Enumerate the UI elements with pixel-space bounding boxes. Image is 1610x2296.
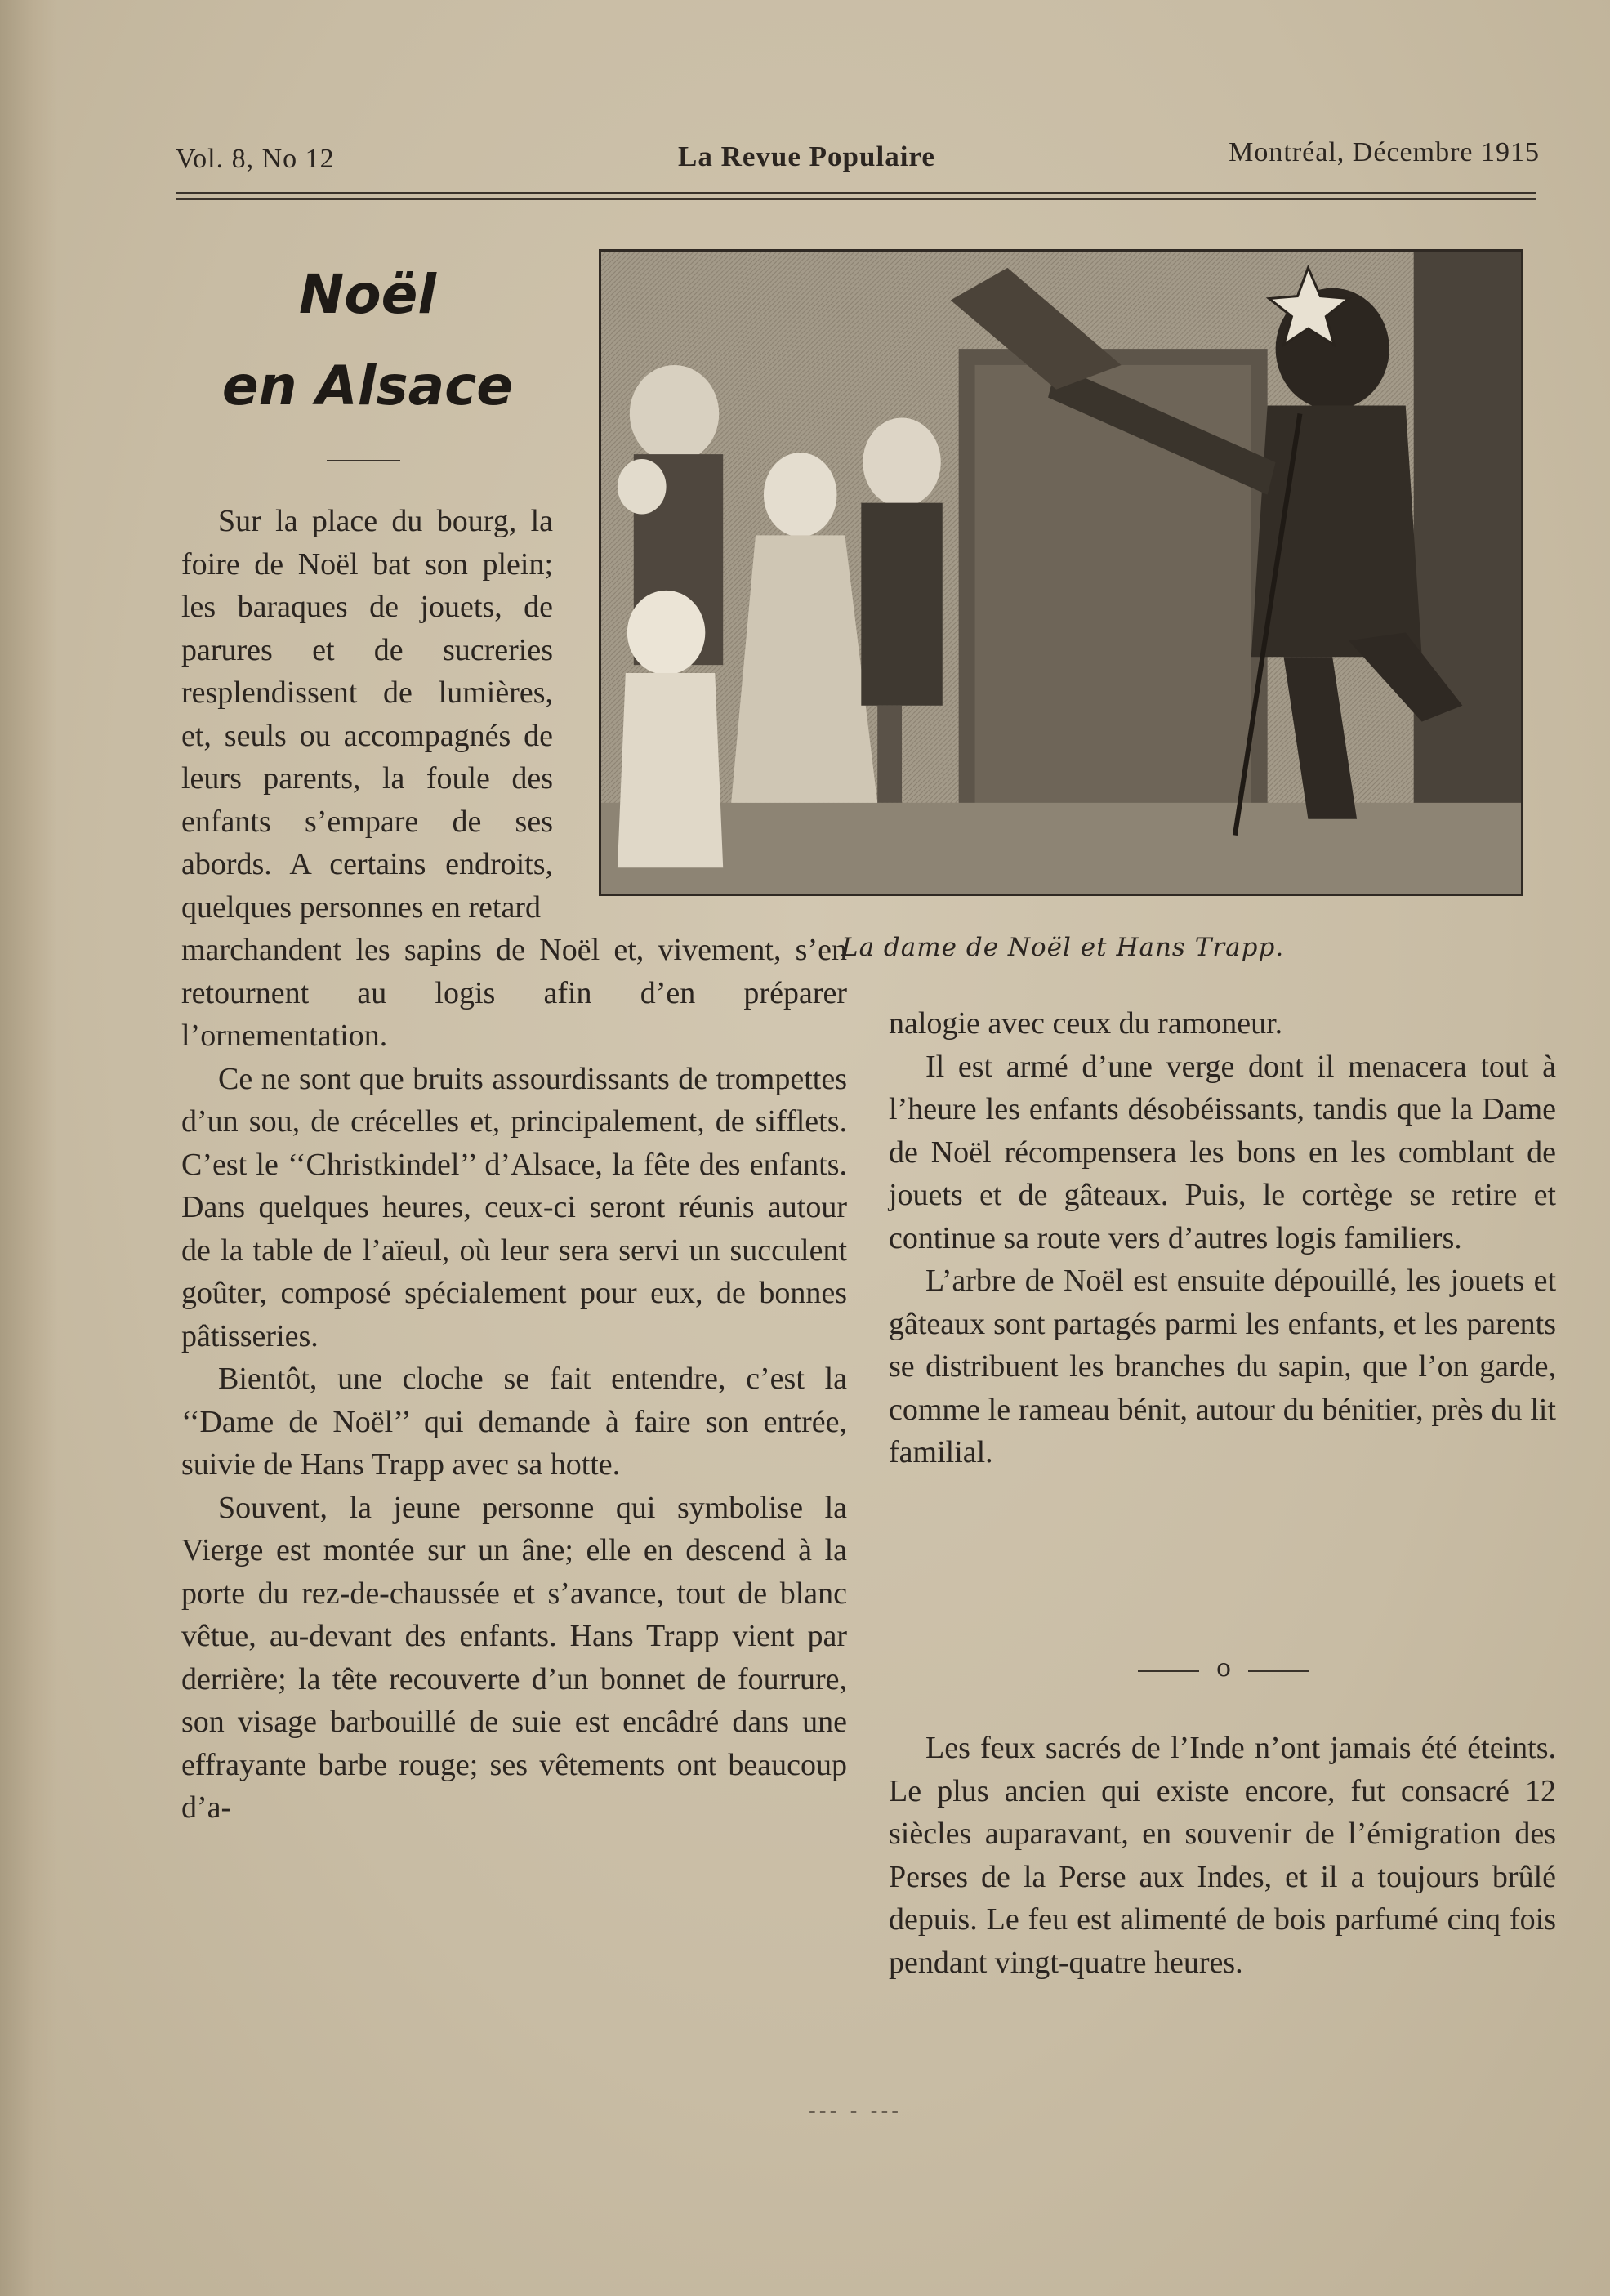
brief-column <box>889 1727 1556 1984</box>
issue-date: Montréal, Décembre 1915 <box>1229 137 1540 167</box>
article-paragraph-5: Il est armé d’une verge dont il menacera tout à l’heure les enfants désobéissants, tandis que la Dame de Noël récompensera les bons en les comblant de jouets et de gâteaux. Puis, le cortège se retire et continue sa route vers d’autres logis familiers. <box>889 1049 1556 1255</box>
article-paragraph-2: Ce ne sont que bruits assourdissants de trompettes d’un sou, de crécelles et, principalement, de sifflets. C’est le ‘‘Christkindel’’ d’Alsace, la fête des enfants. Dans quelques heures, ceux-ci seront réunis autour de la table de l’aïeul, où leur sera servi un succulent goûter, composé spécialement pour eux, de bonnes pâtisseries. <box>181 1061 847 1353</box>
magazine-name: La Revue Populaire <box>678 140 935 172</box>
section-separator: o <box>1138 1654 1309 1687</box>
article-title-line2: en Alsace <box>221 354 514 417</box>
article-title-line1: Noël <box>299 263 436 326</box>
article-paragraph-4: Souvent, la jeune personne qui symbolise la Vierge est montée sur un âne; elle en descend à la porte du rez-de-chaussée et s’avance, tout de blanc vêtue, au-devant des enfants. Hans Trapp vient par derrière; la tête recouverte d’un bonnet de fourrure, son visage barbouillé de suie est encâdré dans une effrayante barbe rouge; ses vêtements ont beaucoup d’a- <box>181 1490 847 1825</box>
brief-paragraph: Les feux sacrés de l’Inde n’ont jamais été éteints. Le plus ancien qui existe encore, fut consacré 12 siècles auparavant, en souvenir de l’émigration des Perses de la Perse aux Indes, et il a toujours brûlé depuis. Le feu est alimenté de bois parfumé cinq fois pendant vingt-quatre heures. <box>889 1731 1556 1980</box>
article-paragraph-1: Sur la place du bourg, la foire de Noël bat son plein; les baraques de jouets, de parures et de sucreries resplendissent de lumières, et, seuls ou accompagnés de leurs parents, la foule des enfants s’empare de ses abords. A certains endroits, quelques personnes en retard <box>181 504 553 925</box>
article-right-column <box>889 1002 1556 1474</box>
article-paragraph-1-continued: marchandent les sapins de Noël et, vivement, s’en retournent au logis afin d’en préparer l’ornementation. <box>181 933 847 1053</box>
header-rule <box>176 192 1536 194</box>
header-rule-secondary <box>176 198 1536 200</box>
illustration-caption: La dame de Noël et Hans Trapp. <box>841 933 1285 962</box>
title-dash <box>327 460 400 461</box>
article-title <box>184 249 551 432</box>
article-paragraph-3: Bientôt, une cloche se fait entendre, c’est la ‘‘Dame de Noël’’ qui demande à faire son entrée, suivie de Hans Trapp avec sa hotte. <box>181 1362 847 1482</box>
article-paragraph-4-continued: nalogie avec ceux du ramoneur. <box>889 1006 1283 1041</box>
page-spine-shadow <box>0 0 57 2296</box>
article-left-column <box>181 500 847 1830</box>
footer-mark: --- - --- <box>809 2099 903 2124</box>
article-paragraph-6: L’arbre de Noël est ensuite dépouillé, les jouets et gâteaux sont partagés parmi les enfants, et les parents se distribuent les branches du sapin, que l’on garde, comme le rameau bénit, autour du bénitier, près du lit familial. <box>889 1264 1556 1469</box>
volume-number: Vol. 8, No 12 <box>176 144 335 174</box>
page-header <box>176 137 1540 186</box>
